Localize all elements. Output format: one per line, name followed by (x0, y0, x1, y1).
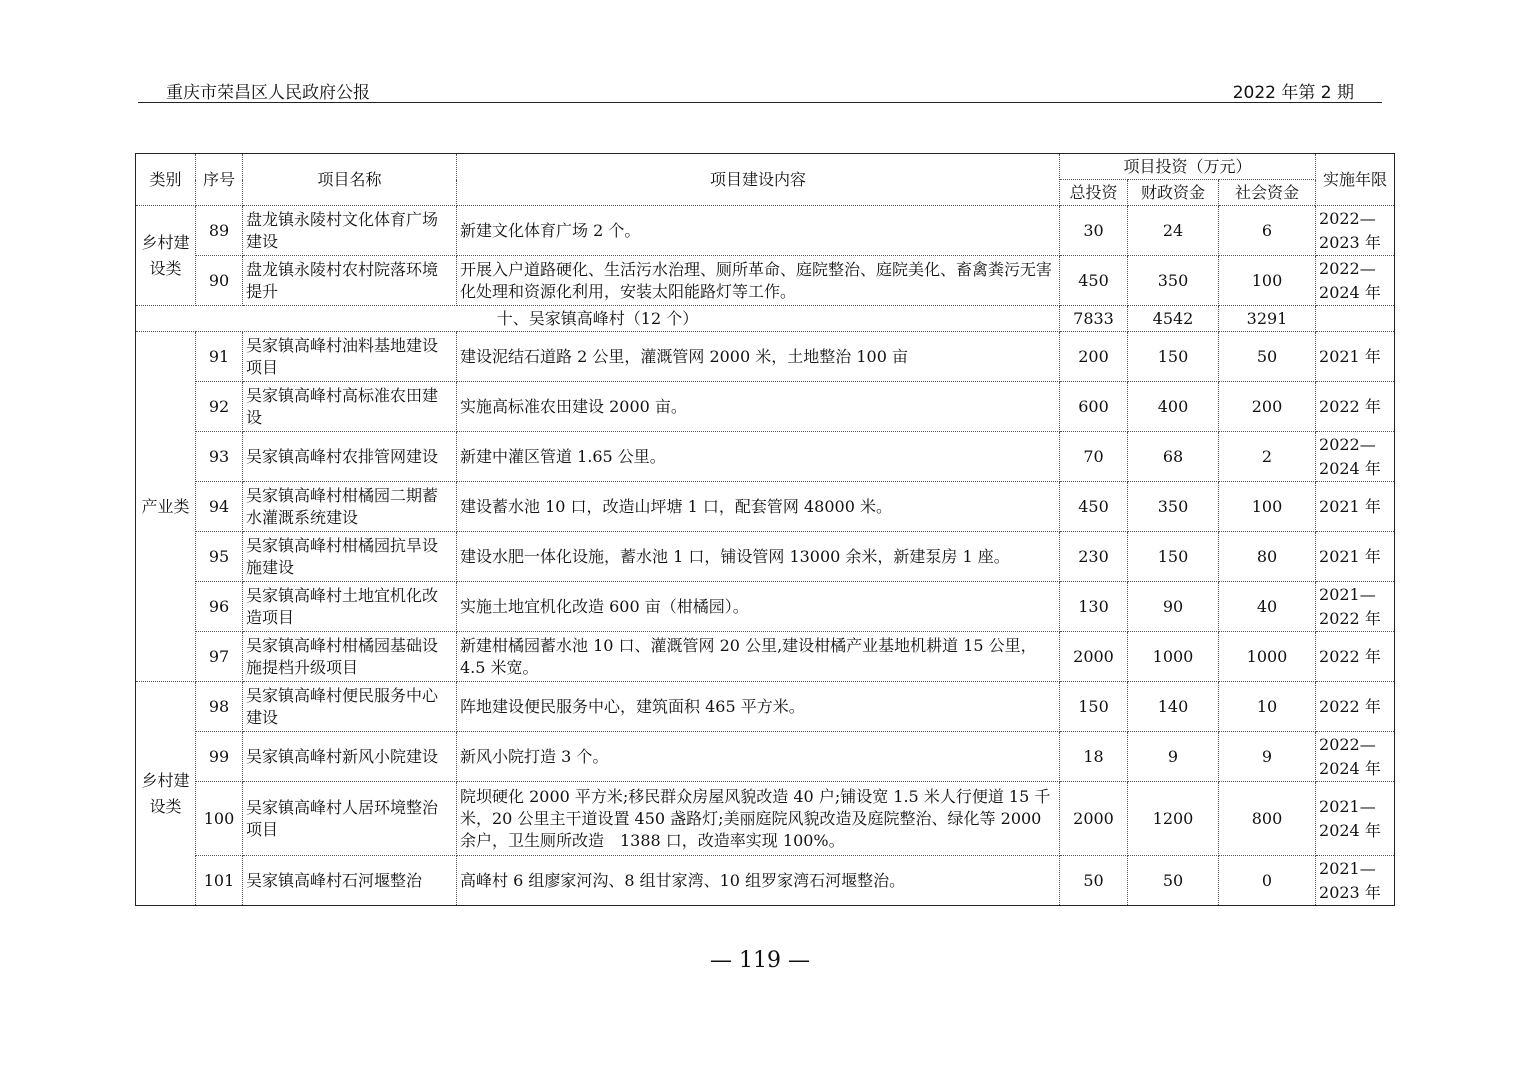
table-row (136, 206, 1395, 256)
period-cell: 2021 年 (1316, 332, 1395, 382)
period-cell: 2022—2024 年 (1316, 256, 1395, 306)
issue-label: 2022 年第 2 期 (1232, 83, 1354, 103)
name-cell: 吴家镇高峰村便民服务中心建设 (243, 682, 457, 732)
name-cell: 吴家镇高峰村柑橘园二期蓄水灌溉系统建设 (243, 482, 457, 532)
period-cell: 2021—2024 年 (1316, 782, 1395, 856)
table-row (136, 332, 1395, 382)
section-social: 3291 (1219, 306, 1316, 332)
period-cell: 2022 年 (1316, 632, 1395, 682)
social-cell: 6 (1219, 206, 1316, 256)
social-cell: 80 (1219, 532, 1316, 582)
section-row (136, 306, 1395, 332)
content-cell: 院坝硬化 2000 平方米;移民群众房屋风貌改造 40 户;铺设宽 1.5 米人行便道 15 千米，20 公里主干道设置 450 盏路灯;美丽庭院风貌改造及庭院整治、绿化等 2000 余户，卫生厕所改造 1388 口，改造率实现 100%。 (457, 782, 1060, 856)
period-cell: 2021 年 (1316, 482, 1395, 532)
period-cell: 2021 年 (1316, 532, 1395, 582)
period-cell: 2022 年 (1316, 682, 1395, 732)
total-cell: 2000 (1060, 632, 1128, 682)
header-fiscal: 财政资金 (1128, 180, 1219, 206)
period-cell: 2021—2023 年 (1316, 856, 1395, 906)
fiscal-cell: 50 (1128, 856, 1219, 906)
name-cell: 吴家镇高峰村石河堰整治 (243, 856, 457, 906)
total-cell: 450 (1060, 256, 1128, 306)
content-cell: 高峰村 6 组廖家河沟、8 组甘家湾、10 组罗家湾石河堰整治。 (457, 856, 1060, 906)
category-cell: 乡村建设类 (136, 206, 196, 306)
period-cell: 2021—2022 年 (1316, 582, 1395, 632)
header-name: 项目名称 (243, 154, 457, 206)
name-cell: 吴家镇高峰村柑橘园抗旱设施建设 (243, 532, 457, 582)
seq-cell: 97 (196, 632, 243, 682)
table-row (136, 532, 1395, 582)
content-cell: 实施土地宜机化改造 600 亩（柑橘园）。 (457, 582, 1060, 632)
table-row (136, 382, 1395, 432)
social-cell: 9 (1219, 732, 1316, 782)
category-cell: 乡村建设类 (136, 682, 196, 906)
fiscal-cell: 150 (1128, 332, 1219, 382)
content-cell: 建设水肥一体化设施，蓄水池 1 口，铺设管网 13000 余米，新建泵房 1 座。 (457, 532, 1060, 582)
total-cell: 600 (1060, 382, 1128, 432)
table-row (136, 432, 1395, 482)
social-cell: 800 (1219, 782, 1316, 856)
publication-title: 重庆市荣昌区人民政府公报 (166, 83, 370, 103)
total-cell: 130 (1060, 582, 1128, 632)
name-cell: 盘龙镇永陵村农村院落环境提升 (243, 256, 457, 306)
fiscal-cell: 400 (1128, 382, 1219, 432)
header-total: 总投资 (1060, 180, 1128, 206)
total-cell: 70 (1060, 432, 1128, 482)
seq-cell: 93 (196, 432, 243, 482)
seq-cell: 100 (196, 782, 243, 856)
name-cell: 吴家镇高峰村农排管网建设 (243, 432, 457, 482)
fiscal-cell: 350 (1128, 482, 1219, 532)
project-table (135, 153, 1395, 906)
table-row (136, 682, 1395, 732)
content-cell: 阵地建设便民服务中心，建筑面积 465 平方米。 (457, 682, 1060, 732)
total-cell: 18 (1060, 732, 1128, 782)
name-cell: 吴家镇高峰村人居环境整治项目 (243, 782, 457, 856)
header-divider (138, 102, 1382, 103)
fiscal-cell: 1200 (1128, 782, 1219, 856)
table-row (136, 856, 1395, 906)
table-row (136, 482, 1395, 532)
header-investment: 项目投资（万元） (1060, 154, 1316, 180)
header-seq: 序号 (196, 154, 243, 206)
seq-cell: 98 (196, 682, 243, 732)
seq-cell: 90 (196, 256, 243, 306)
total-cell: 2000 (1060, 782, 1128, 856)
total-cell: 230 (1060, 532, 1128, 582)
page-number: — 119 — (710, 948, 810, 973)
fiscal-cell: 140 (1128, 682, 1219, 732)
content-cell: 新建中灌区管道 1.65 公里。 (457, 432, 1060, 482)
social-cell: 40 (1219, 582, 1316, 632)
social-cell: 50 (1219, 332, 1316, 382)
seq-cell: 101 (196, 856, 243, 906)
header-category: 类别 (136, 154, 196, 206)
fiscal-cell: 68 (1128, 432, 1219, 482)
name-cell: 吴家镇高峰村高标准农田建设 (243, 382, 457, 432)
fiscal-cell: 24 (1128, 206, 1219, 256)
content-cell: 新建文化体育广场 2 个。 (457, 206, 1060, 256)
content-cell: 建设蓄水池 10 口，改造山坪塘 1 口，配套管网 48000 米。 (457, 482, 1060, 532)
content-cell: 新风小院打造 3 个。 (457, 732, 1060, 782)
seq-cell: 91 (196, 332, 243, 382)
total-cell: 200 (1060, 332, 1128, 382)
content-cell: 建设泥结石道路 2 公里，灌溉管网 2000 米，土地整治 100 亩 (457, 332, 1060, 382)
header-social: 社会资金 (1219, 180, 1316, 206)
social-cell: 200 (1219, 382, 1316, 432)
header-period: 实施年限 (1316, 154, 1395, 206)
total-cell: 30 (1060, 206, 1128, 256)
period-cell: 2022 年 (1316, 382, 1395, 432)
total-cell: 450 (1060, 482, 1128, 532)
social-cell: 100 (1219, 256, 1316, 306)
total-cell: 150 (1060, 682, 1128, 732)
name-cell: 盘龙镇永陵村文化体育广场建设 (243, 206, 457, 256)
fiscal-cell: 90 (1128, 582, 1219, 632)
period-cell: 2022—2024 年 (1316, 732, 1395, 782)
content-cell: 新建柑橘园蓄水池 10 口、灌溉管网 20 公里,建设柑橘产业基地机耕道 15 公里，4.5 米宽。 (457, 632, 1060, 682)
name-cell: 吴家镇高峰村土地宜机化改造项目 (243, 582, 457, 632)
seq-cell: 92 (196, 382, 243, 432)
fiscal-cell: 1000 (1128, 632, 1219, 682)
category-cell: 产业类 (136, 332, 196, 682)
fiscal-cell: 9 (1128, 732, 1219, 782)
section-period (1316, 306, 1395, 332)
section-total: 7833 (1060, 306, 1128, 332)
section-fiscal: 4542 (1128, 306, 1219, 332)
social-cell: 1000 (1219, 632, 1316, 682)
seq-cell: 95 (196, 532, 243, 582)
content-cell: 实施高标准农田建设 2000 亩。 (457, 382, 1060, 432)
table-row (136, 582, 1395, 632)
seq-cell: 89 (196, 206, 243, 256)
table-row (136, 256, 1395, 306)
name-cell: 吴家镇高峰村新风小院建设 (243, 732, 457, 782)
name-cell: 吴家镇高峰村油料基地建设项目 (243, 332, 457, 382)
social-cell: 0 (1219, 856, 1316, 906)
section-title: 十、吴家镇高峰村（12 个） (136, 306, 1060, 332)
social-cell: 100 (1219, 482, 1316, 532)
fiscal-cell: 150 (1128, 532, 1219, 582)
fiscal-cell: 350 (1128, 256, 1219, 306)
header-content: 项目建设内容 (457, 154, 1060, 206)
seq-cell: 94 (196, 482, 243, 532)
total-cell: 50 (1060, 856, 1128, 906)
seq-cell: 99 (196, 732, 243, 782)
seq-cell: 96 (196, 582, 243, 632)
period-cell: 2022—2024 年 (1316, 432, 1395, 482)
social-cell: 10 (1219, 682, 1316, 732)
table-row (136, 632, 1395, 682)
period-cell: 2022—2023 年 (1316, 206, 1395, 256)
name-cell: 吴家镇高峰村柑橘园基础设施提档升级项目 (243, 632, 457, 682)
table-row (136, 732, 1395, 782)
table-row (136, 782, 1395, 856)
content-cell: 开展入户道路硬化、生活污水治理、厕所革命、庭院整治、庭院美化、畜禽粪污无害化处理和资源化利用，安装太阳能路灯等工作。 (457, 256, 1060, 306)
social-cell: 2 (1219, 432, 1316, 482)
